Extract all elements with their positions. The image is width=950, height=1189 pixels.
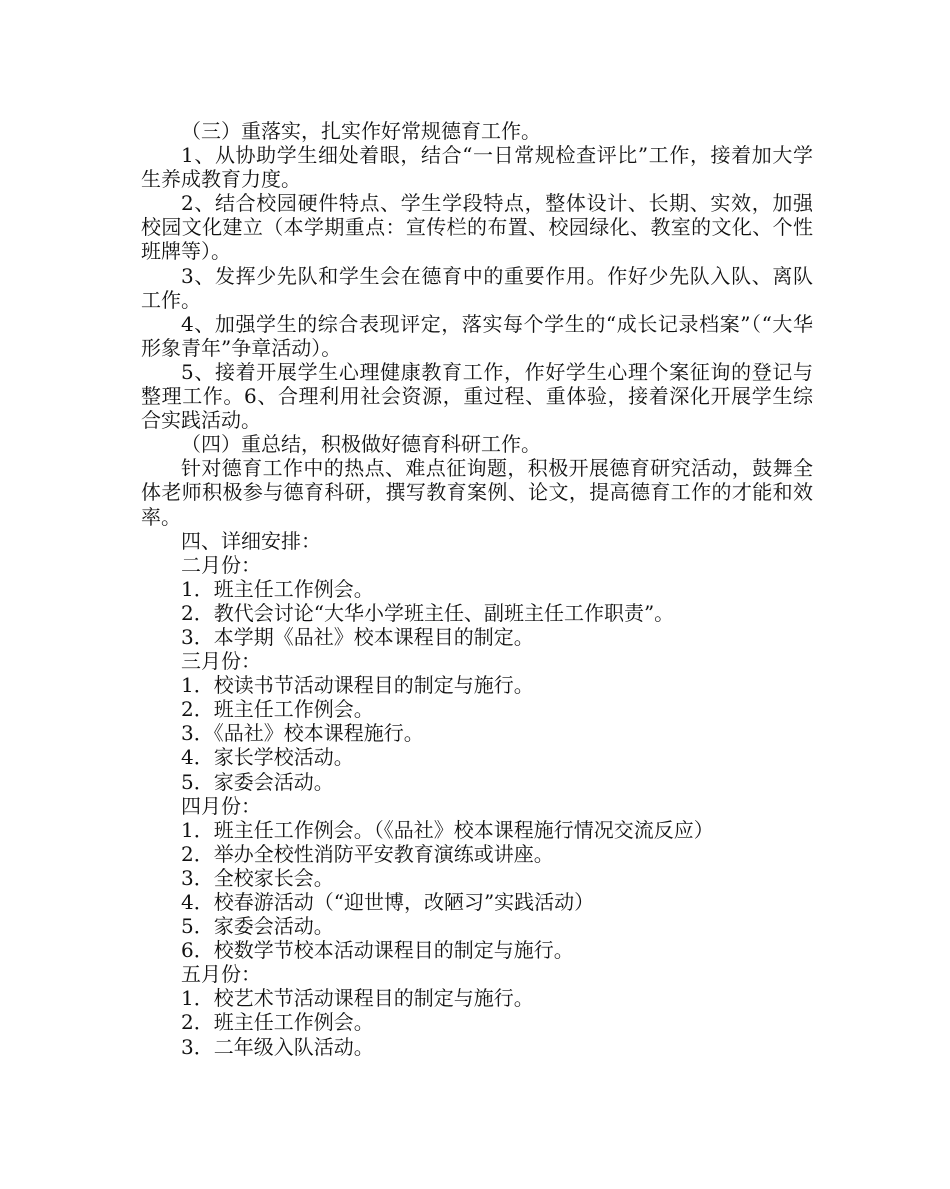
list-item: 1．班主任工作例会。（《品社》校本课程施行情况交流反应） bbox=[181, 817, 714, 842]
list-item: 2．班主任工作例会。 bbox=[181, 1010, 374, 1035]
list-item: 6．校数学节校本活动课程目的制定与施行。 bbox=[181, 938, 574, 963]
list-item: 1．班主任工作例会。 bbox=[181, 576, 374, 601]
schedule-heading: 四、详细安排： bbox=[181, 528, 321, 553]
list-item: 3．全校家长会。 bbox=[181, 865, 334, 890]
list-item: 2．举办全校性消防平安教育演练或讲座。 bbox=[181, 841, 554, 866]
list-item: 3．《品社》校本课程施行。 bbox=[181, 721, 424, 746]
month-heading: 五月份： bbox=[181, 962, 261, 987]
document-body bbox=[141, 119, 813, 1059]
paragraph: 针对德育工作中的热点、难点征询题，积极开展德育研究活动，鼓舞全体老师积极参与德育科研，撰写教育案例、论文，提高德育工作的才能和效率。 bbox=[141, 456, 813, 529]
section-heading-3: （三）重落实，扎实作好常规德育工作。 bbox=[181, 119, 541, 143]
list-item: 5．家委会活动。 bbox=[181, 769, 334, 794]
paragraph: 4、加强学生的综合表现评定，落实每个学生的“成长记录档案”（“大华形象青年”争章活动）。 bbox=[141, 311, 813, 360]
paragraph: 5、接着开展学生心理健康教育工作，作好学生心理个案征询的登记与整理工作。6、合理利用社会资源，重过程、重体验，接着深化开展学生综合实践活动。 bbox=[141, 359, 813, 433]
paragraph: 3、发挥少先队和学生会在德育中的重要作用。作好少先队入队、离队工作。 bbox=[141, 263, 813, 312]
list-item: 4．校春游活动（“迎世博，改陋习”实践活动） bbox=[181, 890, 595, 914]
list-item: 1．校艺术节活动课程目的制定与施行。 bbox=[181, 986, 534, 1011]
list-item: 3．本学期《品社》校本课程目的制定。 bbox=[181, 624, 534, 649]
month-heading: 四月份： bbox=[181, 793, 261, 818]
list-item: 2．班主任工作例会。 bbox=[181, 697, 374, 722]
list-item: 2．教代会讨论“大华小学班主任、副班主任工作职责”。 bbox=[181, 600, 675, 625]
paragraph: 1、从协助学生细处着眼，结合“一日常规检查评比”工作，接着加大学生养成教育力度。 bbox=[141, 143, 813, 192]
paragraph: 2、结合校园硬件特点、学生学段特点，整体设计、长期、实效，加强校园文化建立（本学期重点：宣传栏的布置、校园绿化、教室的文化、个性班牌等）。 bbox=[141, 191, 813, 264]
month-heading: 二月份： bbox=[181, 552, 261, 577]
list-item: 3．二年级入队活动。 bbox=[181, 1034, 374, 1059]
list-item: 5．家委会活动。 bbox=[181, 914, 334, 939]
section-heading-4: （四）重总结，积极做好德育科研工作。 bbox=[181, 432, 541, 457]
list-item: 4．家长学校活动。 bbox=[181, 745, 354, 770]
month-heading: 三月份： bbox=[181, 649, 261, 674]
list-item: 1．校读书节活动课程目的制定与施行。 bbox=[181, 673, 534, 698]
